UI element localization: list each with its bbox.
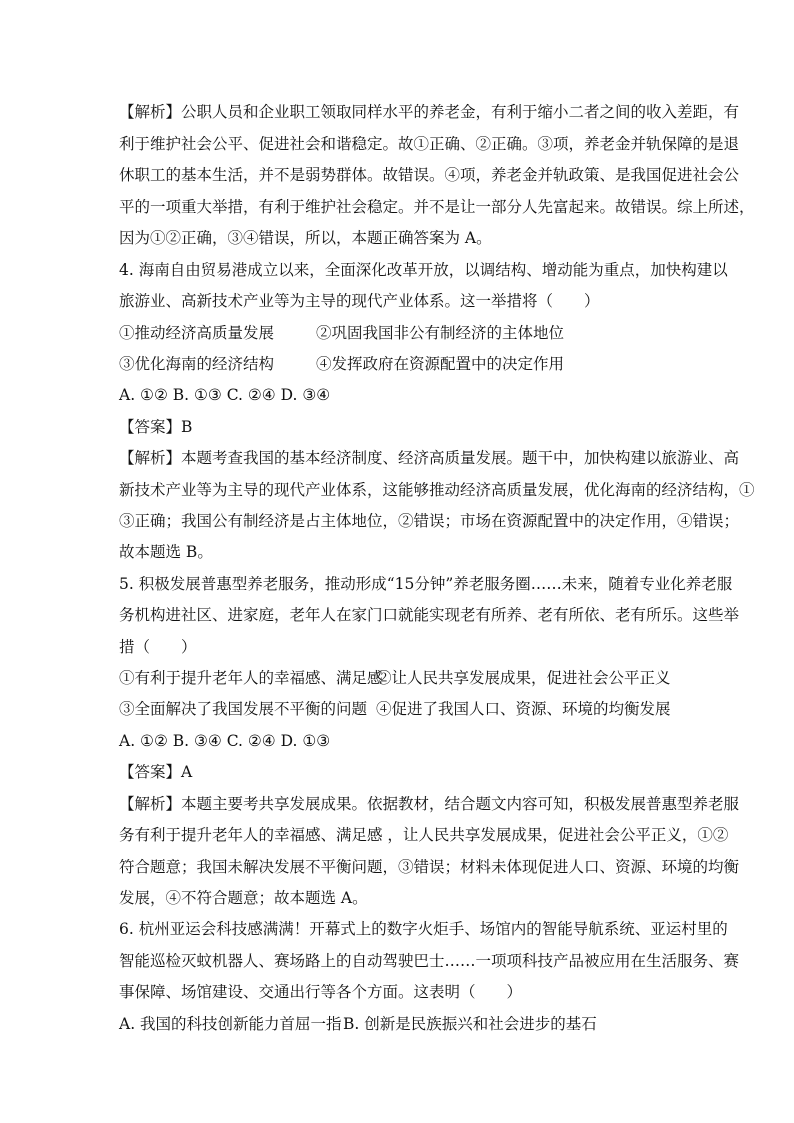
- analysis-3-line-3: 休职工的基本生活，并不是弱势群体。故错误。④项，养老金并轨政策、是我国促进社会公: [119, 166, 740, 184]
- question-4-answer: 【答案】B: [119, 418, 193, 436]
- q5-option-4: ④促进了我国人口、资源、环境的均衡发展: [376, 700, 671, 718]
- question-5-stem-line-3: 措（ ）: [119, 638, 197, 656]
- question-6-stem-line-1: 6. 杭州亚运会科技感满满！开幕式上的数字火炬手、场馆内的智能导航系统、亚运村里的: [119, 920, 728, 938]
- question-5-stem-line-1: 5. 积极发展普惠型养老服务，推动形成“15分钟”养老服务圈……未来，随着专业化养老服: [119, 575, 733, 593]
- question-6-options-row-1: [119, 1014, 679, 1034]
- analysis-3-line-2: 利于维护社会公平、促进社会和谐稳定。故①正确、②正确。③项，养老金并轨保障的是退: [119, 135, 740, 153]
- question-4-options-row-1: [119, 323, 679, 343]
- analysis-5-line-2: 务有利于提升老年人的幸福感、满足感 ，让人民共享发展成果，促进社会公平正义，①②: [119, 826, 729, 844]
- analysis-5-line-1: 【解析】本题主要考共享发展成果。依据教材，结合题文内容可知，积极发展普惠型养老服: [119, 795, 740, 813]
- analysis-4-line-1: 【解析】本题考查我国的基本经济制度、经济高质量发展。题干中，加快构建以旅游业、高: [119, 449, 740, 467]
- question-4-choices: A. ①② B. ①③ C. ②④ D. ③④: [119, 386, 331, 404]
- question-5-answer: 【答案】A: [119, 763, 193, 781]
- analysis-4-line-3: ③正确；我国公有制经济是占主体地位，②错误；市场在资源配置中的决定作用，④错误；: [119, 512, 740, 530]
- analysis-4-line-2: 新技术产业等为主导的现代产业体系，这能够推动经济高质量发展，优化海南的经济结构，①: [119, 481, 755, 499]
- analysis-3-line-4: 平的一项重大举措，有利于维护社会稳定。并不是让一部分人先富起来。故错误。综上所述，: [119, 198, 755, 216]
- q5-option-1: ①有利于提升老年人的幸福感、满足感: [119, 669, 383, 687]
- question-6-stem-line-2: 智能巡检灭蚊机器人、赛场路上的自动驾驶巴士……一项项科技产品被应用在生活服务、赛: [119, 952, 740, 970]
- question-5-choices: A. ①② B. ③④ C. ②④ D. ①③: [119, 732, 331, 750]
- question-4-stem-line-1: 4. 海南自由贸易港成立以来，全面深化改革开放，以调结构、增动能为重点，加快构建以: [119, 261, 728, 279]
- analysis-3-line-5: 因为①②正确，③④错误，所以，本题正确答案为 A。: [119, 229, 492, 247]
- q6-option-b: B. 创新是民族振兴和社会进步的基石: [343, 1015, 597, 1033]
- q5-option-2: ②让人民共享发展成果，促进社会公平正义: [376, 669, 671, 687]
- question-5-options-row-1: [119, 668, 679, 688]
- q4-option-1: ①推动经济高质量发展: [119, 324, 275, 342]
- q5-option-3: ③全面解决了我国发展不平衡的问题: [119, 700, 368, 718]
- question-6-stem-line-3: 事保障、场馆建设、交通出行等各个方面。这表明（ ）: [119, 983, 523, 1001]
- analysis-5-line-4: 发展，④不符合题意；故本题选 A。: [119, 889, 368, 907]
- analysis-4-line-4: 故本题选 B。: [119, 543, 213, 561]
- question-4-stem-line-2: 旅游业、高新技术产业等为主导的现代产业体系。这一举措将（ ）: [119, 292, 600, 310]
- q4-option-3: ③优化海南的经济结构: [119, 355, 275, 373]
- analysis-5-line-3: 符合题意；我国未解决发展不平衡问题，③错误；材料未体现促进人口、资源、环境的均衡: [119, 858, 740, 876]
- q4-option-2: ②巩固我国非公有制经济的主体地位: [316, 324, 565, 342]
- question-5-options-row-2: [119, 699, 679, 719]
- question-5-stem-line-2: 务机构进社区、进家庭，老年人在家门口就能实现老有所养、老有所依、老有所乐。这些举: [119, 606, 740, 624]
- analysis-3-line-1: 【解析】公职人员和企业职工领取同样水平的养老金，有利于缩小二者之间的收入差距，有: [119, 103, 740, 121]
- q6-option-a: A. 我国的科技创新能力首屈一指: [119, 1015, 342, 1033]
- q4-option-4: ④发挥政府在资源配置中的决定作用: [316, 355, 565, 373]
- question-4-options-row-2: [119, 354, 679, 374]
